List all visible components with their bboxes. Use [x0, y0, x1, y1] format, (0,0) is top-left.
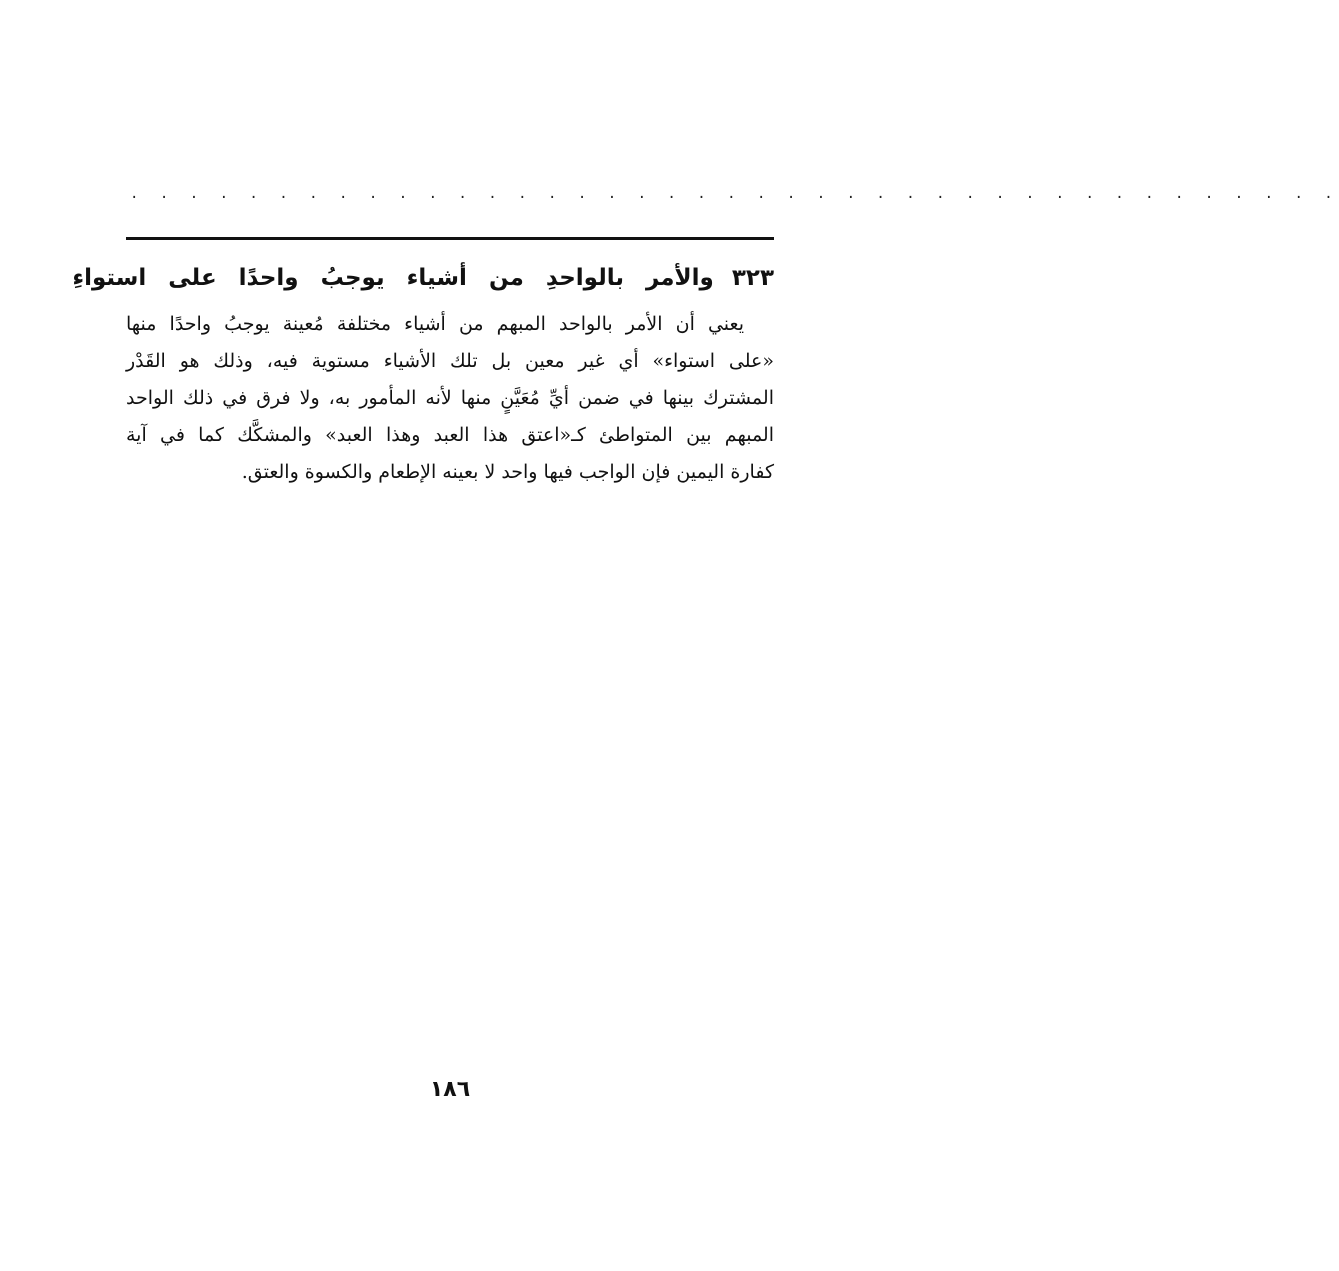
- horizontal-rule: [126, 237, 774, 240]
- verse-word: بالواحدِ: [545, 265, 624, 291]
- verse-word: من: [488, 265, 524, 291]
- page-number: ١٨٦: [429, 1077, 471, 1102]
- verse-line: [72, 258, 774, 298]
- commentary-line: المشترك بينها في ضمن أيِّ مُعَيَّنٍ منها لأنه المأمور به، ولا فرق في ذلك الواحد: [126, 387, 774, 409]
- commentary-line: كفارة اليمين فإن الواجب فيها واحد لا بعينه الإطعام والكسوة والعتق.: [241, 461, 774, 483]
- commentary-paragraph: [126, 306, 774, 491]
- commentary-line: يعني أن الأمر بالواحد المبهم من أشياء مختلفة مُعينة يوجبُ واحدًا منها: [126, 313, 744, 335]
- verse-word: استواءِ: [72, 265, 147, 291]
- verse-word: واحدًا: [238, 265, 299, 291]
- dotted-separator: . . . . . . . . . . . . . . . . . . . . . . . . . . . . . . . . . . . . . . . . .: [130, 186, 1339, 202]
- verse-word: يوجبُ: [320, 265, 385, 291]
- verse-word: أشياء: [406, 265, 467, 291]
- verse-word: على: [168, 265, 217, 291]
- commentary-line: «على استواء» أي غير معين بل تلك الأشياء مستوية فيه، وذلك هو القَدْر: [126, 350, 774, 372]
- verse-word: والأمر: [646, 265, 714, 291]
- commentary-line: المبهم بين المتواطئ كـ«اعتق هذا العبد وهذا العبد» والمشكَّك كما في آية: [126, 424, 774, 446]
- verse-number: ٣٢٣: [731, 265, 774, 291]
